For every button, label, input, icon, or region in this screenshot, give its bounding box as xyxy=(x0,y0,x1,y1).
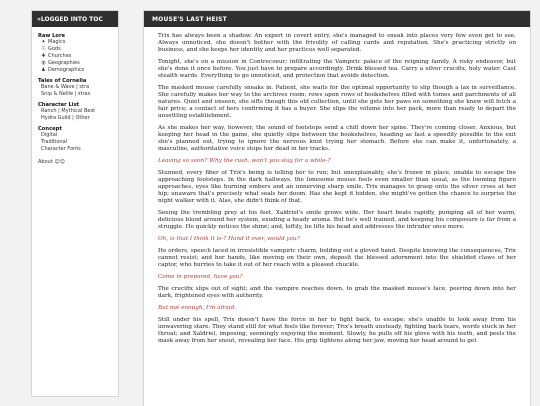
dialogue-line: Leaving so soon? Why the rush, won't you stay for a while-? xyxy=(158,158,331,164)
sidebar-title[interactable]: »LOGGED INTO TOC xyxy=(32,11,118,27)
sidebar-item-digital[interactable]: Digital xyxy=(41,132,58,138)
sidebar xyxy=(31,10,119,397)
section-raw-lore: Raw Lore xyxy=(38,33,66,39)
sidebar-item-label: Gods xyxy=(48,46,61,52)
story-paragraph: Seeing the trembling prey at his feet, Xaldriel's smile grows wide. Her heart beats rapidly, pumping all of her warm, delicious blood around her system, exuding a heady aroma. But he's well trained, and keeping his composure is far from a struggle. He quickly notices the shine; and, loftily, he lifts his head and addresses the intruder once more. xyxy=(158,210,516,230)
story-content xyxy=(144,27,530,345)
story-paragraph: Still under his spell, Trix doesn't have the force in her to fight back, to escape; she's unable to look away from his unwavering stare. They stand still for what feels like forever; Trix's breath unsteady, fighting back tears, words stuck in her throat; and Xaldriel, imposing, seemingly enjoying the moment. Slowly, he pulls off his glove with his teeth, and peels the mask away from her snout, revealing her face. His grip tightens along her jaw, moving her head around to get xyxy=(158,317,516,344)
sidebar-item-magics[interactable] xyxy=(38,39,112,46)
gods-icon: ☉ xyxy=(41,46,46,52)
story-paragraph: The masked mouse carefully sneaks in. Patient, she waits for the optimal opportunity to slip though a lax in surveillance. She carefully makes her way to the archives room; rows upon rows of bookshelves filled with tomes and parchments of all natures. Quiet and unseen, she sifts though this old collection, until she gets her paws on something she knew will fetch a fair price; a contact of hers confirming it has a buyer. She slips the volume into her pack, more than ready to depart the unsettling establishment. xyxy=(158,85,516,119)
sidebar-item-demographics[interactable] xyxy=(38,67,112,74)
sidebar-item-traditional[interactable]: Traditional xyxy=(41,139,68,145)
sidebar-nav xyxy=(32,27,118,171)
sidebar-item-label: Magics xyxy=(48,39,66,45)
magic-icon: ✦ xyxy=(41,39,46,45)
sidebar-item-ranch[interactable]: Ranch | Mythical Best xyxy=(41,108,96,114)
sidebar-item-label: Geographies xyxy=(48,60,80,66)
story-panel xyxy=(143,10,531,406)
church-icon: ✚ xyxy=(41,53,46,59)
sidebar-item-bane-wave[interactable]: Bane & Wave | stra xyxy=(41,84,90,90)
story-paragraph: Trix has always been a shadow. An expert in covert entry, she's managed to sneak into places very few even get to see. Always unnoticed, she doesn't bother with the frivolity of calling cards and reputation. She's practicing strictly on business, and she keeps her identity and her practices well separated. xyxy=(158,33,516,53)
page-title: MOUSE'S LAST HEIST xyxy=(144,11,530,27)
people-icon: ♟ xyxy=(41,67,46,73)
dialogue-line: Come in prepared, have you? xyxy=(158,274,243,280)
section-tales: Tales of Cornelia xyxy=(38,78,87,84)
dialogue-line: Oh, is that I think it is-? Hand it over, would you? xyxy=(158,236,300,242)
sidebar-item-snip-nellie[interactable]: Snip & Nellie | stras xyxy=(41,91,91,97)
sidebar-item-churches[interactable] xyxy=(38,53,112,60)
story-paragraph: Tonight, she's on a mission in Contrecoeur; infiltrating the Vampiric palace of the reigning family. A risky endeavor, but she's done it once before. You just have to prepare accordingly. Drink blessed tea. Carry a silver crucifix, holy water. Cast stealth wards. Everything to go unnoticed, and protection that avoids detection. xyxy=(158,59,516,79)
about-link[interactable]: About ☺☺ xyxy=(38,159,65,165)
globe-icon: ◍ xyxy=(41,60,46,66)
sidebar-item-label: Churches xyxy=(48,53,72,59)
dialogue-line: But not enough, I'm afraid. xyxy=(158,305,237,311)
sidebar-item-character-fonts[interactable]: Character Fonts xyxy=(41,146,81,152)
sidebar-item-label: Demographics xyxy=(48,67,85,73)
sidebar-item-gods[interactable] xyxy=(38,46,112,53)
story-paragraph: Stunned, every fiber of Trix's being is telling her to run; but unexplainably, she's frozen in place, unable to escape the approaching footsteps. In the dark hallways, the lonesome mouse feels even smaller than usual, as the looming figure approaches, eyes like burning embers and an unnerving sharp smile. Trix manages to grasp onto the silver cross at her hip; unaware that's precisely what seals her doom. Has she kept it hidden, she might've gotten the chance to surprise the night walker with it. Alas, she didn't think of that. xyxy=(158,170,516,204)
sidebar-item-hydra-guild[interactable]: Hydra Guild | Other xyxy=(41,115,90,121)
section-character-list: Character List xyxy=(38,102,80,108)
story-paragraph: He orders, speech laced in irresistible vampiric charm, holding out a gloved hand. Despite knowing the consequences, Trix cannot resist; and her hands, like moving on their own, deposit the blessed adornment into the shielded claws of her captor, who hurries to take it out of her reach with a pleased chuckle. xyxy=(158,248,516,268)
story-paragraph: As she makes her way, however, the sound of footsteps send a chill down her spine. They're coming closer. Anxious, but keeping her head in the game, she quietly slips between the bookshelves, heading as fast a speedily possible to the exit she's planned out, trying to ignore the nervous knot trying her stomach. Before she can make it, unfortunately, a masculine, authoritative voice stops her dead in her tracks. xyxy=(158,125,516,152)
story-paragraph: The crucifix slips out of sight; and the vampire reaches down, to grab the masked mouse's face, peering down into her dark, frightened eyes with authority. xyxy=(158,286,516,299)
sidebar-item-geographies[interactable] xyxy=(38,60,112,67)
section-concept: Concept xyxy=(38,126,62,132)
